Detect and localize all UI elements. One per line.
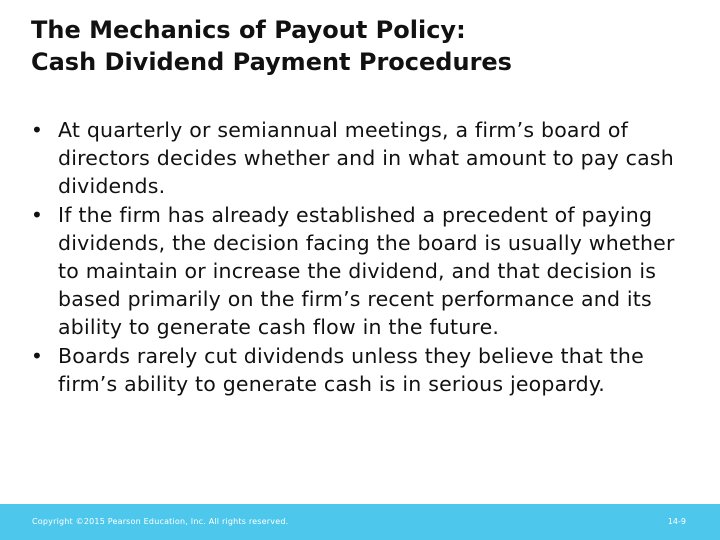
slide-title (31, 14, 691, 78)
bullet-icon: • (30, 202, 44, 227)
bullet-item-3 (30, 342, 700, 398)
bullet-text-3: Boards rarely cut dividends unless they believe that the firm’s ability to generate cash is in serious jeopardy. (58, 343, 644, 396)
slide-title-line-1: The Mechanics of Payout Policy: (31, 16, 466, 44)
slide-title-line-2: Cash Dividend Payment Procedures (31, 48, 512, 76)
bullet-item-2 (30, 201, 700, 342)
copyright-notice: Copyright ©2015 Pearson Education, Inc. All rights reserved. (32, 517, 289, 526)
page-number: 14-9 (667, 517, 686, 526)
bullet-item-1 (30, 116, 700, 201)
bullet-icon: • (30, 343, 44, 368)
bullet-text-2: If the firm has already established a precedent of paying dividends, the decision facing the board is usually whether to maintain or increase the dividend, and that decision is based primarily on the firm’s recent performance and its ability to generate cash flow in the future. (58, 202, 675, 340)
bullet-icon: • (30, 118, 44, 142)
footer-bar (0, 504, 720, 540)
bullet-text-1: At quarterly or semiannual meetings, a firm’s board of directors decides whether and in what amount to pay cash dividends. (58, 118, 674, 199)
bullet-list (30, 116, 700, 398)
